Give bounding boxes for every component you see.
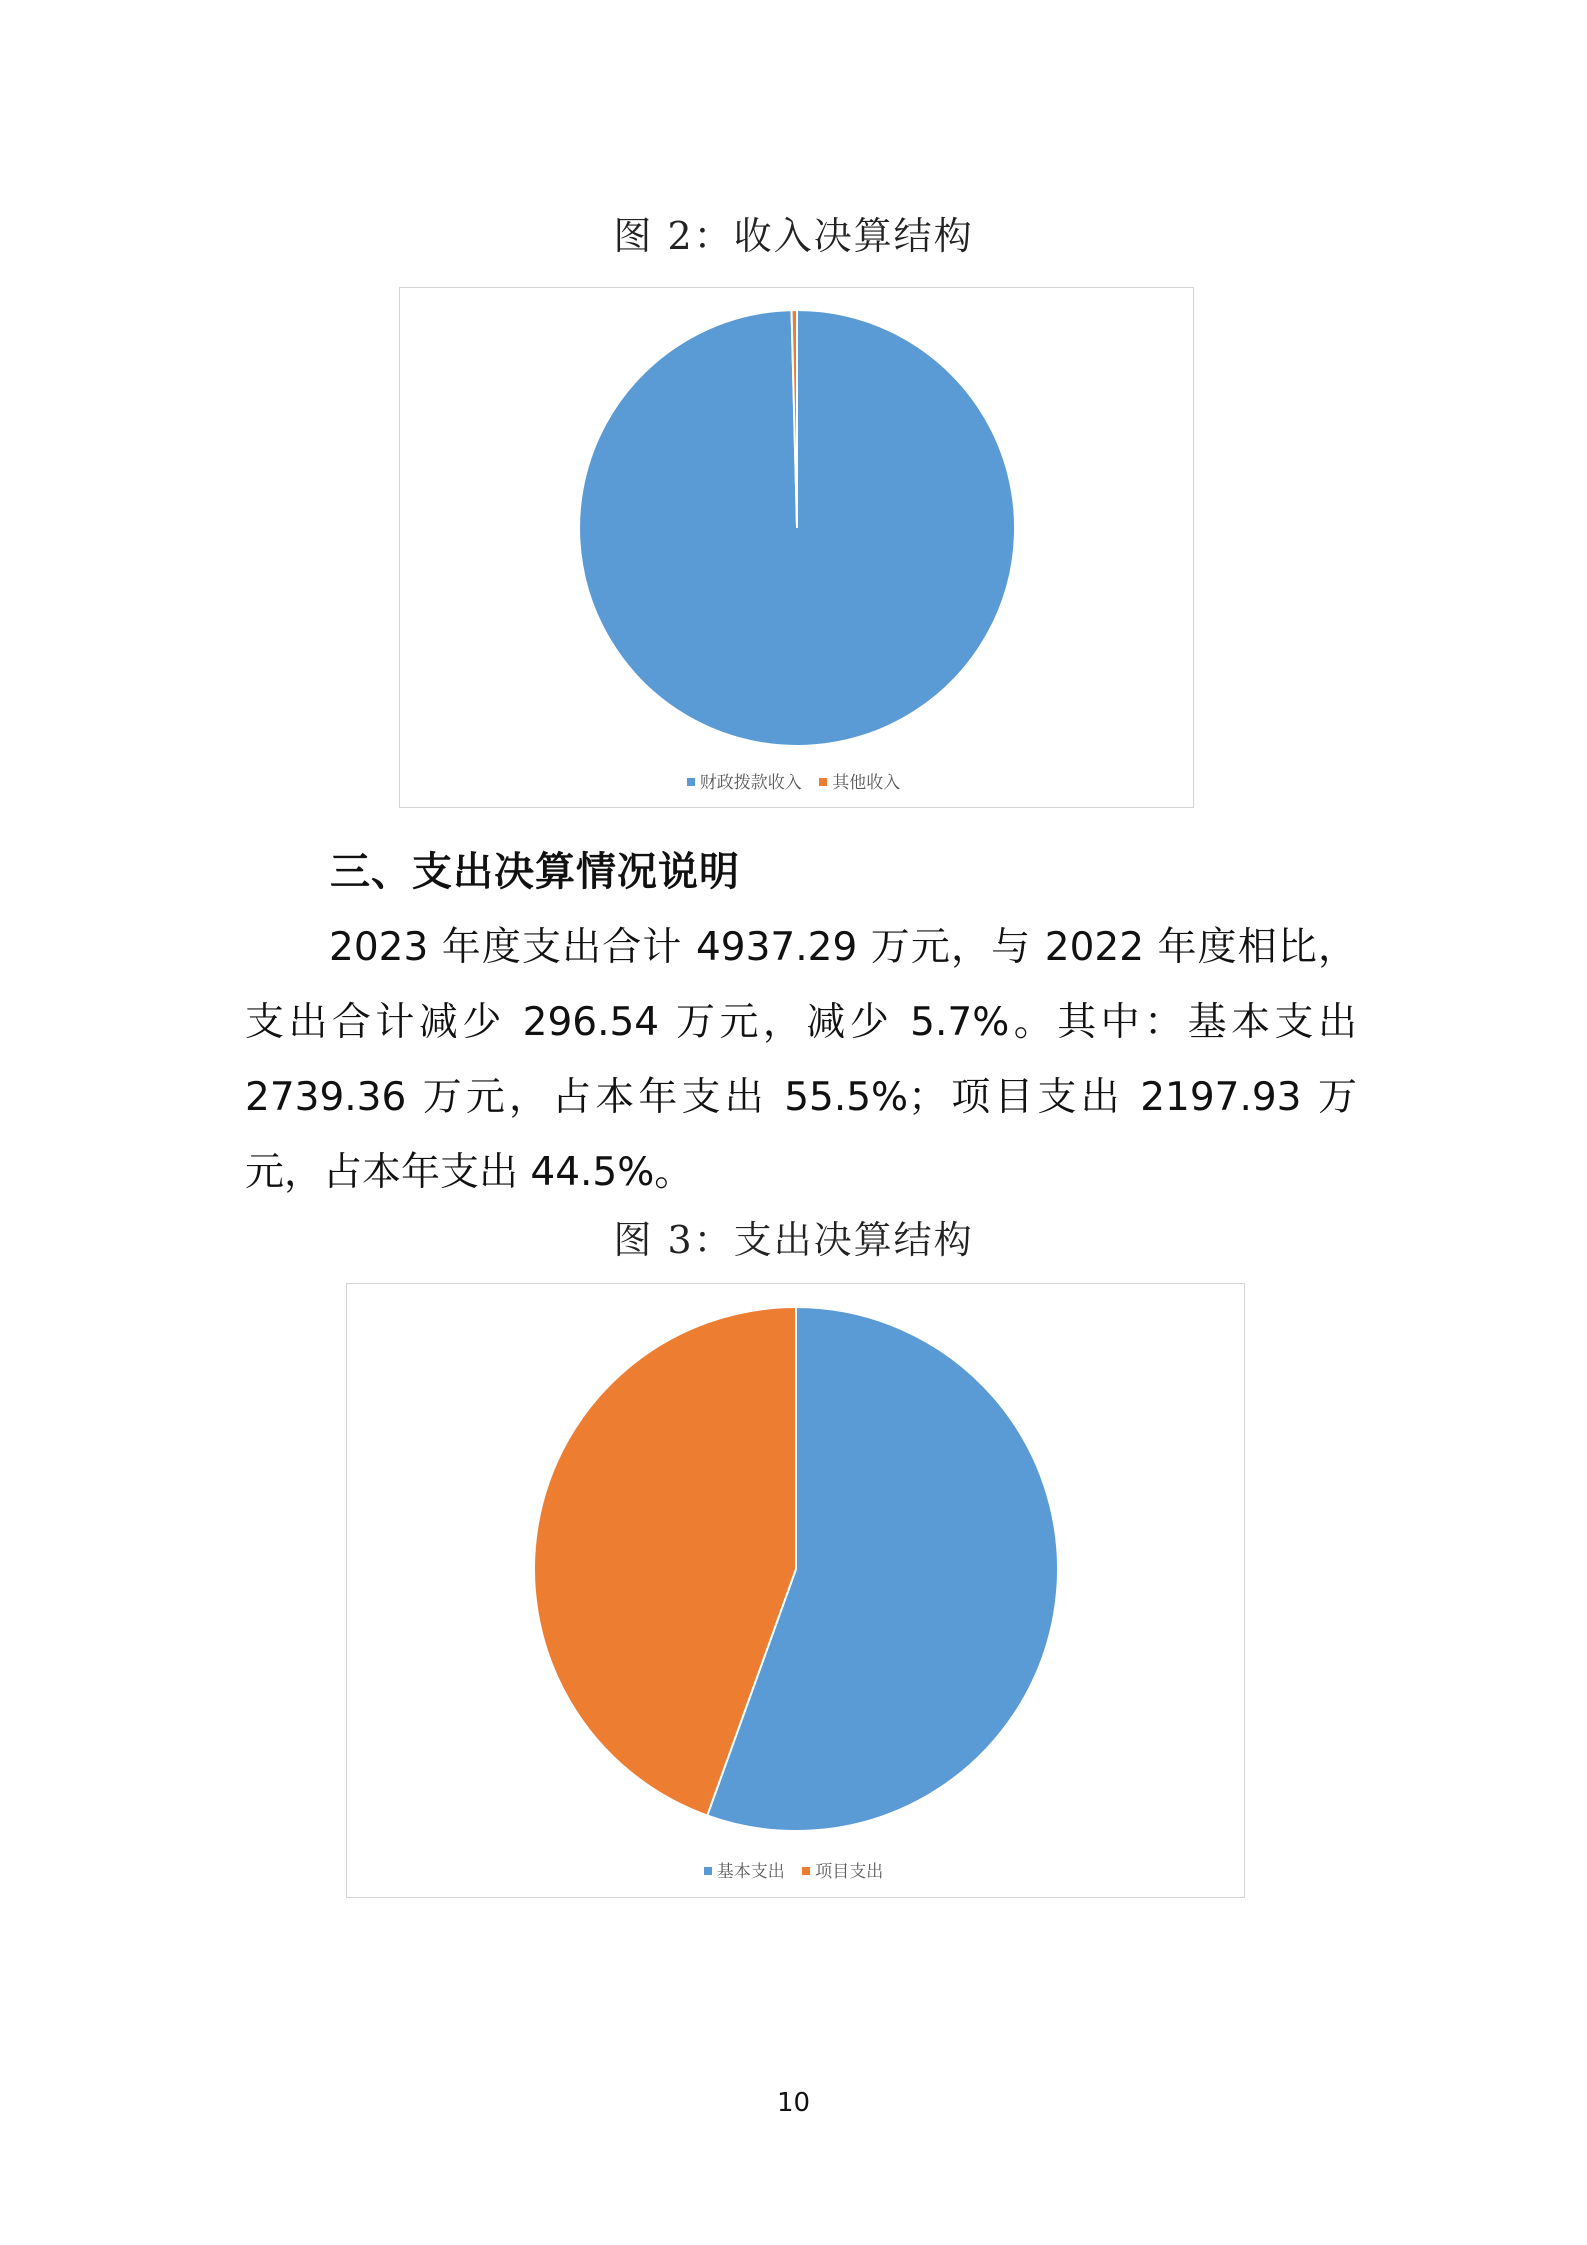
legend-item-project-expenditure <box>802 1857 883 1882</box>
legend-item-other-income <box>819 768 900 793</box>
income-structure-chart <box>399 287 1194 808</box>
legend-label: 其他收入 <box>832 773 901 793</box>
legend-label: 项目支出 <box>815 1862 884 1882</box>
legend-label: 财政拨款收入 <box>699 773 802 793</box>
legend-label: 基本支出 <box>716 1862 785 1882</box>
legend-item-basic-expenditure <box>704 1857 785 1882</box>
legend-swatch-icon <box>802 1867 810 1875</box>
section-heading: 三、支出决算情况说明 <box>330 849 740 895</box>
expenditure-chart-legend <box>0 1857 1587 1882</box>
legend-swatch-icon <box>819 778 827 786</box>
income-pie-chart <box>400 288 1193 807</box>
expenditure-paragraph <box>245 910 1357 1210</box>
figure-2-caption: 图 2：收入决算结构 <box>613 214 974 258</box>
page-number: 10 <box>776 2088 811 2118</box>
legend-swatch-icon <box>687 778 695 786</box>
legend-swatch-icon <box>704 1867 712 1875</box>
expenditure-pie-chart <box>347 1284 1244 1897</box>
legend-item-fiscal-income <box>687 768 802 793</box>
expenditure-structure-chart <box>346 1283 1245 1898</box>
income-chart-legend <box>0 768 1587 793</box>
figure-3-caption: 图 3：支出决算结构 <box>613 1218 974 1262</box>
paragraph-text: 2023 年度支出合计 4937.29 万元，与 2022 年度相比，支出合计减少 296.54 万元，减少 5.7%。其中：基本支出 2739.36 万元，占本年支出 55.5%；项目支出 2197.93 万元，占本年支出 44.5%。 <box>245 925 1357 1195</box>
